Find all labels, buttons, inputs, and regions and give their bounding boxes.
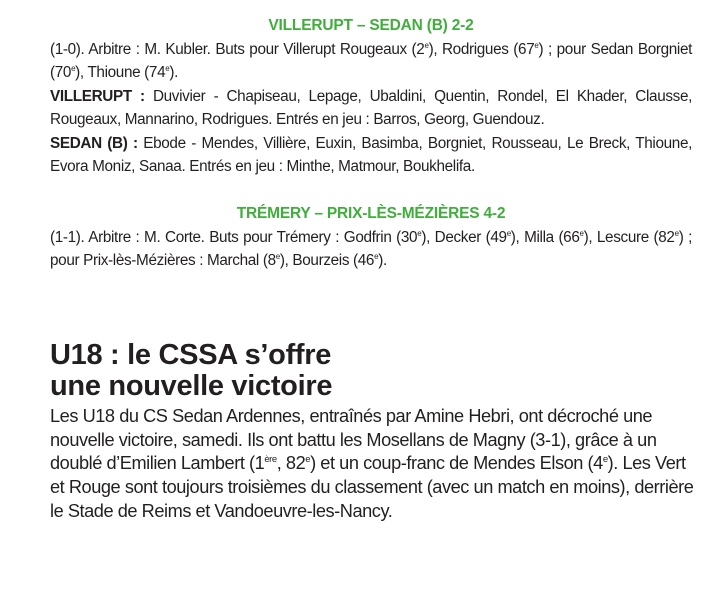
ordinal-suffix: e [602,454,608,466]
body-text: , 82 [276,453,306,474]
match-summary [50,38,692,85]
body-text: Les U18 du CS Sedan Ardennes, entraînés par Amine Hebri, ont décroché une nouvelle victoire, samedi. Ils ont battu les Mosellans de Magny (3-1), grâce à un doublé d’Emilien Lambert (1 [50,406,657,474]
match-title: TRÉMERY – PRIX-LÈS-MÉZIÈRES 4-2 [236,205,506,222]
ordinal-suffix: e [374,252,379,261]
ordinal-suffix: e [506,228,511,238]
summary-text: ), Bourzeis (46 [279,252,375,269]
summary-text: (1-1). Arbitre : M. Corte. Buts pour Trémery : Godfrin (30 [50,228,418,246]
headline-line: une nouvelle victoire [50,370,333,402]
lineup-text: Ebode - Mendes, Villière, Euxin, Basimba, Borgniet, Rousseau, Le Breck, Thioune, Evora Moniz, Sanaa. Entrés en jeu : Minthe, Matmour, Boukhelifa. [50,134,692,175]
team-name: VILLERUPT : [50,87,145,105]
article-headline [50,340,695,402]
lineup-villerupt [50,85,692,132]
ordinal-suffix: e [579,228,584,238]
ordinal-suffix: e [275,252,280,261]
summary-text: ) ; pour Sedan Borgniet (70 [50,40,693,81]
team-name: SEDAN (B) : [50,134,138,152]
summary-text: ). [378,252,387,269]
ordinal-suffix: e [674,228,679,238]
article-body [50,405,695,524]
summary-text: (1-0). Arbitre : M. Kubler. Buts pour Villerupt Rougeaux (2 [50,40,425,58]
ordinal-suffix: e [305,454,311,466]
body-text: ) et un coup-franc de Mendes Elson (4 [310,453,603,474]
ordinal-suffix: e [424,40,429,50]
article-u18 [50,340,695,524]
match-report-tremery-prix [50,202,692,273]
body-text: ). Les Vert et Rouge sont toujours troisièmes du classement (avec un match en moins), derrière le Stade de Reims et Vandoeuvre-les-Nancy. [50,453,694,521]
summary-text: ), Rodrigues (67 [428,40,535,58]
summary-text: ), Decker (49 [421,228,507,246]
match-summary [50,226,692,273]
lineup-sedan [50,132,692,179]
lineup-text: Duvivier - Chapiseau, Lepage, Ubaldini, Quentin, Rondel, El Khader, Clausse, Rougeaux, Mannarino, Rodrigues. Entrés en jeu : Barros, Georg, Guendouz. [50,87,693,128]
ordinal-suffix: ère [264,454,277,466]
ordinal-suffix: e [165,64,170,73]
summary-text: ), Thioune (74 [75,64,166,81]
ordinal-suffix: e [71,64,76,73]
match-report-villerupt-sedan [50,14,692,179]
headline-line: U18 : le CSSA s’offre [50,339,332,371]
summary-text: ), Lescure (82 [583,228,675,246]
summary-text: ) ; pour Prix-lès-Mézières : Marchal (8 [50,228,692,269]
summary-text: ), Milla (66 [510,228,580,246]
ordinal-suffix: e [417,228,422,238]
match-title: VILLERUPT – SEDAN (B) 2-2 [268,17,474,34]
summary-text: ). [169,64,178,81]
ordinal-suffix: e [534,40,539,50]
